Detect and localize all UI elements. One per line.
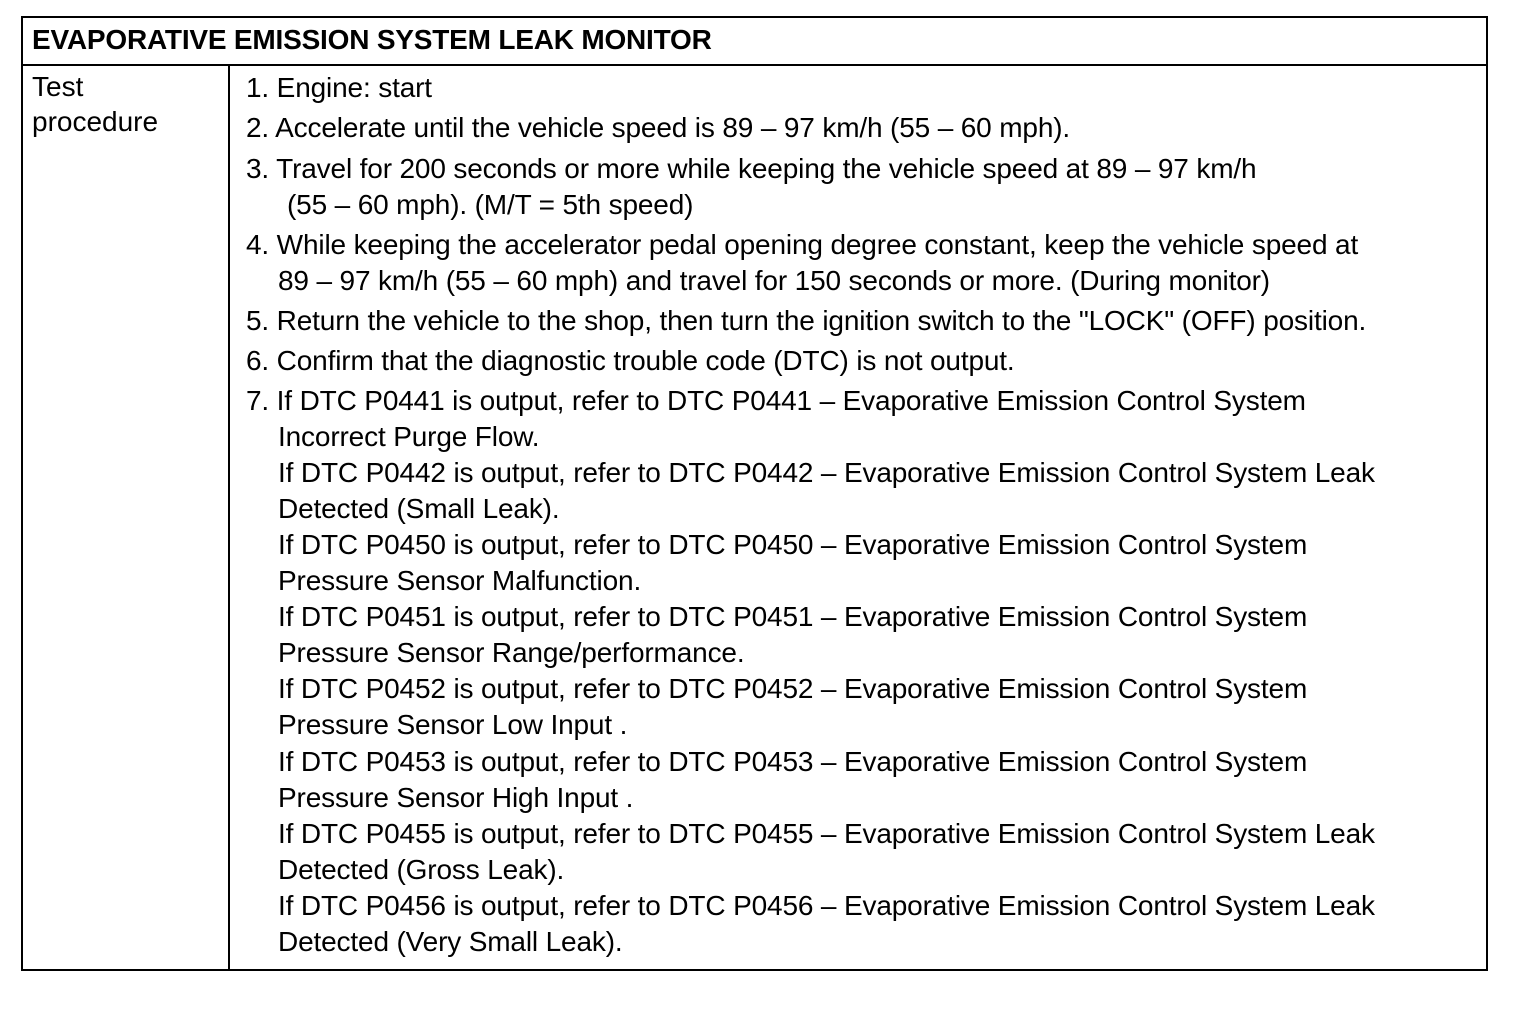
label-cell (23, 66, 230, 969)
procedure-table (21, 16, 1488, 971)
dtc-line: If DTC P0456 is output, refer to DTC P0456 – Evaporative Emission Control System Leak (278, 890, 1375, 921)
dtc-line: If DTC P0455 is output, refer to DTC P0455 – Evaporative Emission Control System Leak (278, 818, 1375, 849)
step-3-continuation: (55 – 60 mph). (M/T = 5th speed) (287, 189, 694, 220)
dtc-line: If DTC P0442 is output, refer to DTC P0442 – Evaporative Emission Control System Leak (278, 457, 1375, 488)
dtc-line: If DTC P0452 is output, refer to DTC P0452 – Evaporative Emission Control System (278, 673, 1308, 704)
dtc-line-continuation: Detected (Very Small Leak). (278, 926, 623, 957)
step-4-continuation: 89 – 97 km/h (55 – 60 mph) and travel for 150 seconds or more. (During monitor) (278, 265, 1270, 296)
dtc-line-continuation: Pressure Sensor Low Input . (278, 709, 628, 740)
dtc-line-continuation: Pressure Sensor High Input . (278, 782, 634, 813)
step-2: 2. Accelerate until the vehicle speed is 89 – 97 km/h (55 – 60 mph). (246, 112, 1071, 143)
dtc-line-continuation: Pressure Sensor Range/performance. (278, 637, 745, 668)
step-3: 3. Travel for 200 seconds or more while keeping the vehicle speed at 89 – 97 km/h (246, 153, 1257, 184)
dtc-line-continuation: Detected (Gross Leak). (278, 854, 565, 885)
dtc-line: If DTC P0451 is output, refer to DTC P0451 – Evaporative Emission Control System (278, 601, 1308, 632)
step-1: 1. Engine: start (246, 72, 432, 103)
row-label: Test procedure (32, 71, 159, 137)
step-7: 7. If DTC P0441 is output, refer to DTC P0441 – Evaporative Emission Control System (246, 385, 1306, 416)
step-6: 6. Confirm that the diagnostic trouble code (DTC) is not output. (246, 345, 1015, 376)
dtc-line-continuation: Detected (Small Leak). (278, 493, 560, 524)
step-4: 4. While keeping the accelerator pedal opening degree constant, keep the vehicle speed at (246, 229, 1359, 260)
dtc-line: If DTC P0450 is output, refer to DTC P0450 – Evaporative Emission Control System (278, 529, 1308, 560)
table-title: EVAPORATIVE EMISSION SYSTEM LEAK MONITOR (32, 24, 712, 55)
procedure-cell (230, 66, 1486, 969)
step-7-continuation: Incorrect Purge Flow. (278, 421, 540, 452)
dtc-line-continuation: Pressure Sensor Malfunction. (278, 565, 642, 596)
step-5: 5. Return the vehicle to the shop, then turn the ignition switch to the "LOCK" (OFF) position. (246, 305, 1367, 336)
title-row (23, 18, 1486, 66)
dtc-line: If DTC P0453 is output, refer to DTC P0453 – Evaporative Emission Control System (278, 746, 1308, 777)
